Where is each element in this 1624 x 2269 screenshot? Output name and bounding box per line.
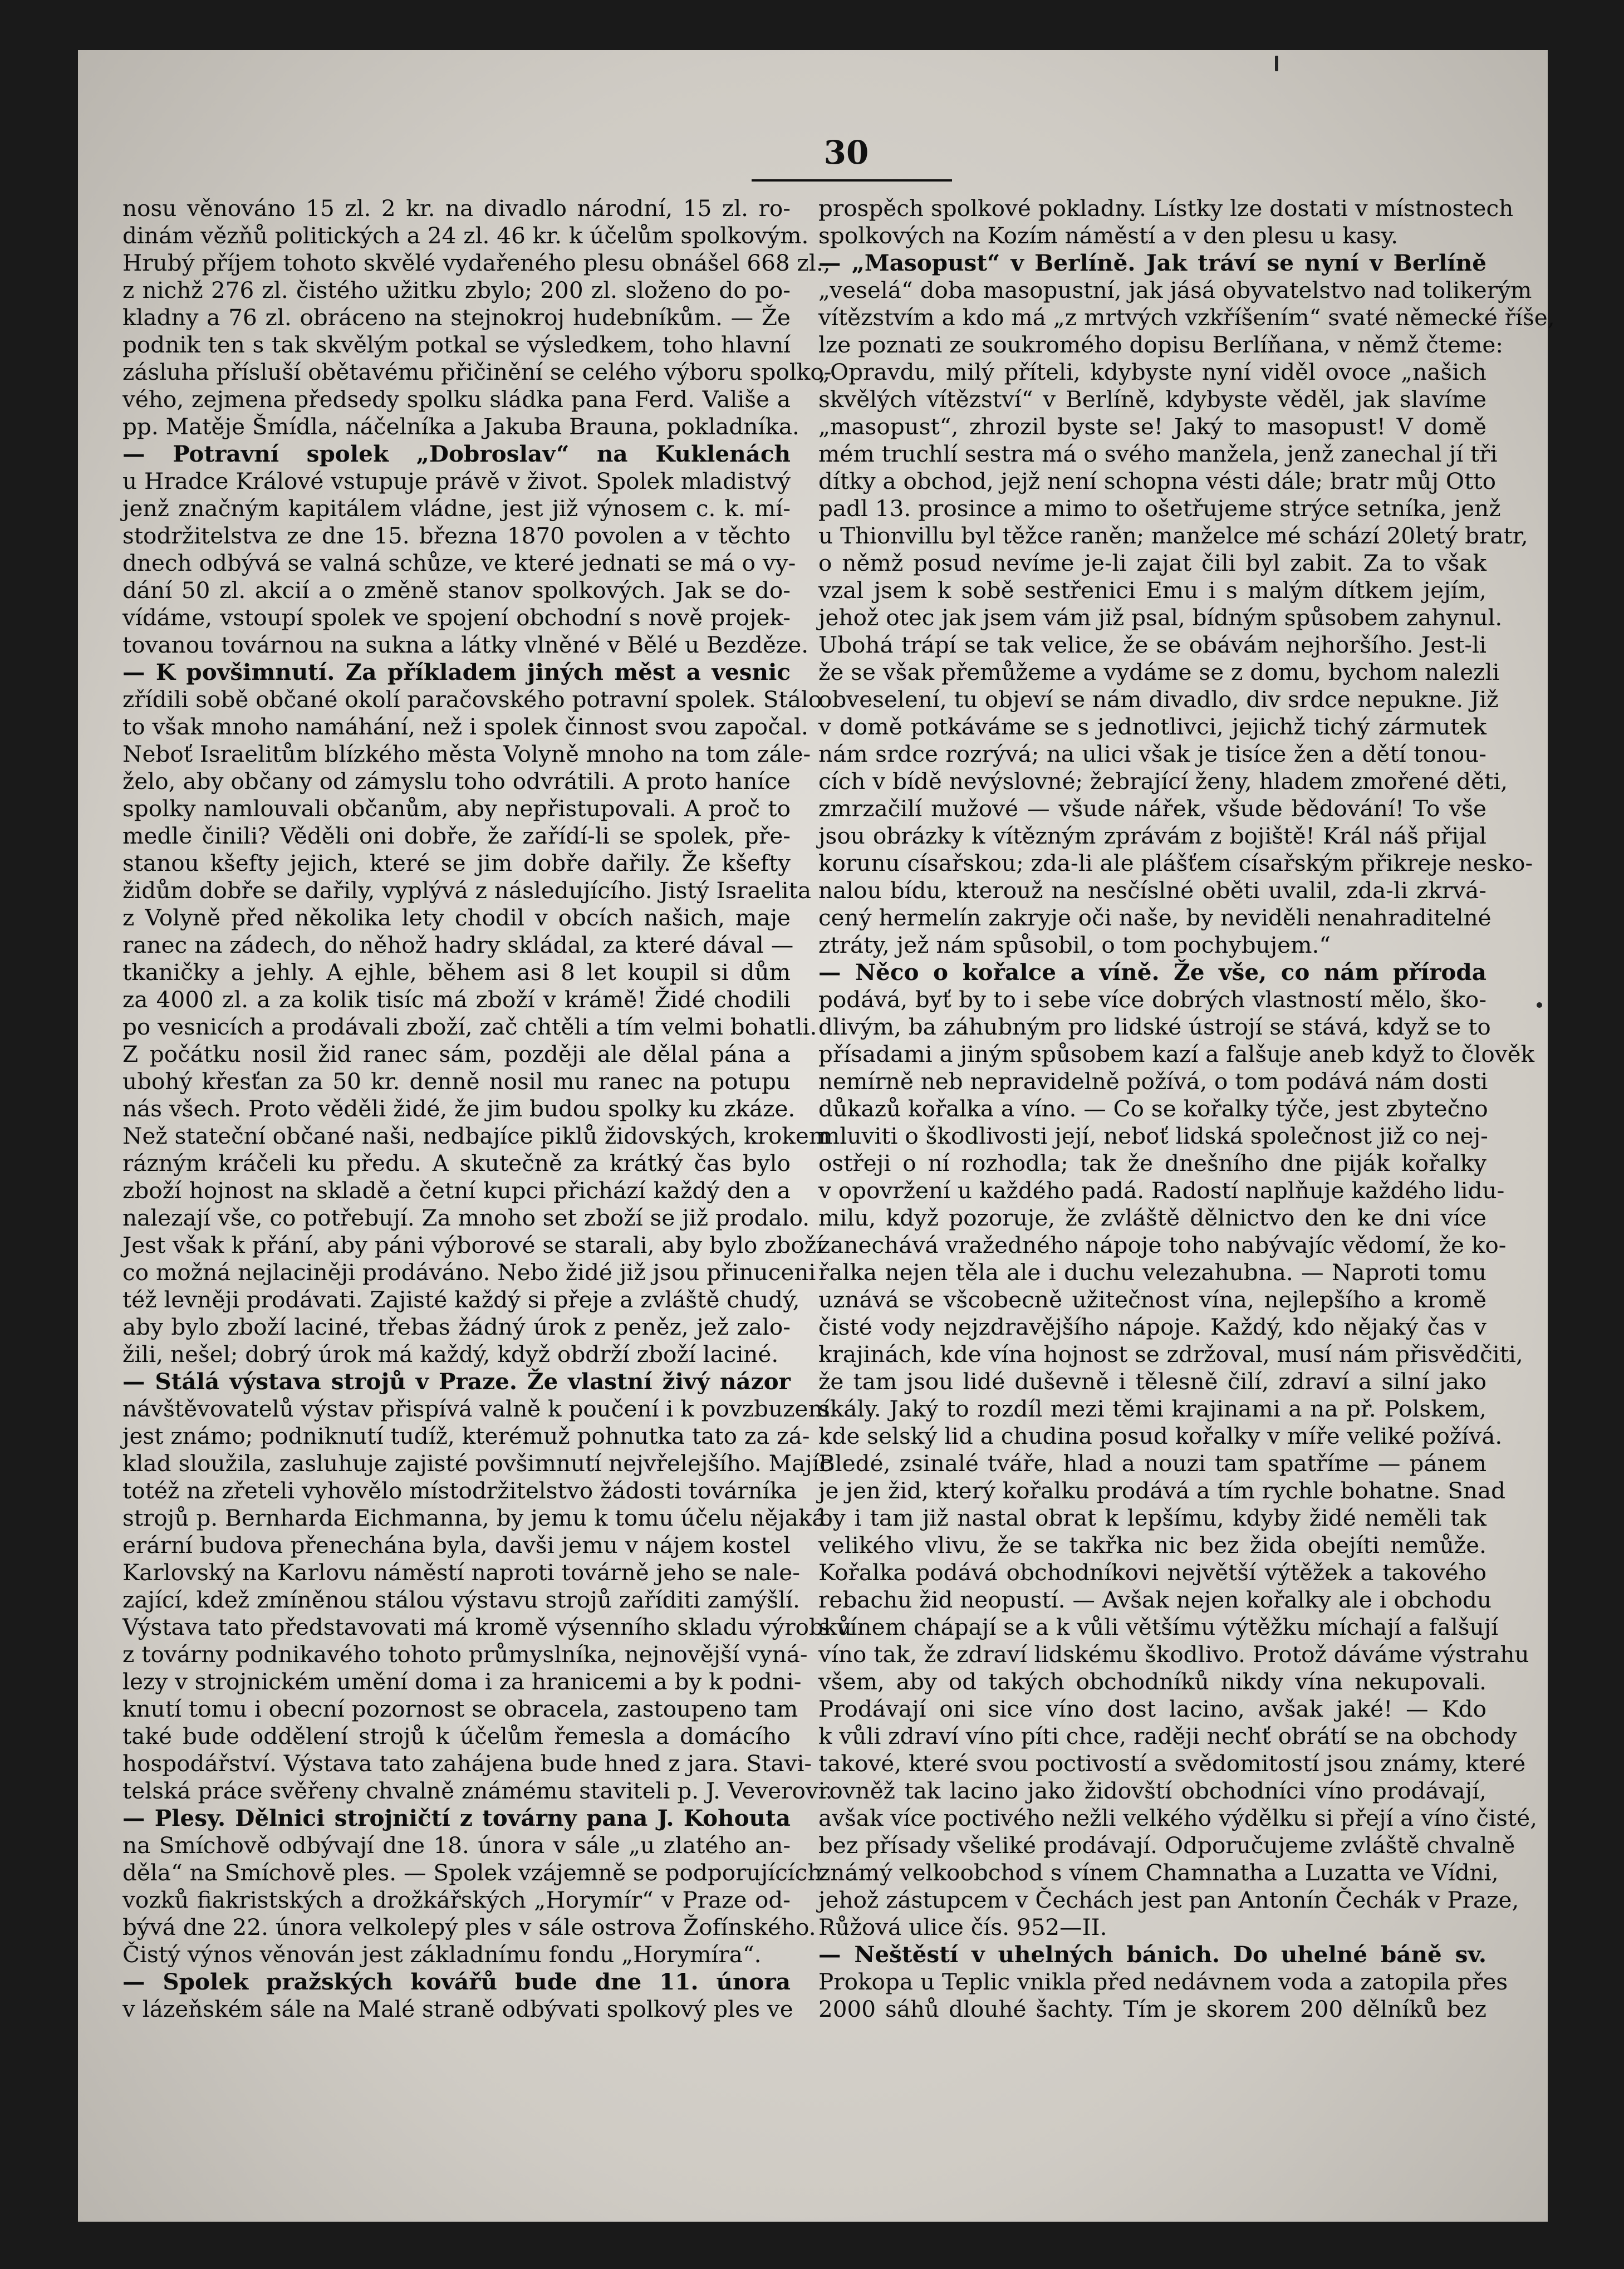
text-line: po vesnicích a prodávali zboží, zač chtěli a tím velmi bohatli. [122, 1013, 817, 1040]
text-line: lezy v strojnickém umění doma i za hranicemi a by k podni- [122, 1668, 802, 1695]
text-line: nalou bídu, kterouž na nesčíslné oběti uvalil, zda-li zkrvá- [818, 877, 1486, 904]
text-line: jenž značným kapitálem vládne, jest již výnosem c. k. mí- [122, 495, 791, 522]
text-line: spolky namlouvali občanům, aby nepřistupovali. A proč to [122, 795, 791, 822]
text-line: Růžová ulice čís. 952—II. [818, 1914, 1107, 1940]
ink-speck [1537, 1002, 1542, 1008]
text-line: takové, které svou poctivostí a svědomitostí jsou známy, které [818, 1750, 1526, 1777]
text-line: v opovržení u každého padá. Radostí naplňuje každého lidu- [818, 1177, 1505, 1204]
text-line: knutí tomu i obecní pozornost se obracela, zastoupeno tam [122, 1695, 798, 1722]
text-line: lze poznati ze soukromého dopisu Berlíňana, v němž čteme: [818, 331, 1504, 358]
text-line: skály. Jaký to rozdíl mezi těmi krajinami a na př. Polskem, [818, 1395, 1486, 1422]
text-line: by i tam již nastal obrat k lepšímu, kdyby židé neměli tak [818, 1505, 1486, 1531]
text-line: je jen žid, který kořalku prodává a tím rychle bohatne. Snad [818, 1477, 1506, 1504]
text-line: pp. Matěje Šmídla, náčelníka a Jakuba Brauna, pokladníka. [122, 413, 799, 440]
text-line: čisté vody nejzdravějšího nápoje. Každý, kdo nějaký čas v [818, 1314, 1486, 1340]
text-line: — Plesy. Dělnici strojničtí z továrny pana J. Kohouta [122, 1805, 791, 1831]
text-line: hospodářství. Výstava tato zahájena bude hned z jara. Stavi- [122, 1750, 812, 1777]
text-line: Čistý výnos věnován jest základnímu fondu „Horymíra“. [122, 1941, 762, 1968]
text-line: želo, aby občany od zámyslu toho odvrátili. A proto haníce [122, 768, 791, 795]
text-line: ranec na zádech, do něhož hadry skládal, za které dával — [122, 932, 794, 958]
text-line: erární budova přenechána byla, davši jemu v nájem kostel [122, 1532, 791, 1559]
text-line: rázným kráčeli ku předu. A skutečně za krátký čas bylo [122, 1150, 791, 1177]
text-line: také bude oddělení strojů k účelům řemesla a domácího [122, 1723, 791, 1749]
text-line: víno tak, že zdraví lidskému škodlivo. Protož dáváme výstrahu [818, 1641, 1529, 1668]
text-line: Jest však k přání, aby páni výborové se starali, aby bylo zboží [122, 1232, 824, 1258]
text-line: — Stálá výstava strojů v Praze. Že vlastní živý názor [122, 1368, 791, 1395]
text-line: nosu věnováno 15 zl. 2 kr. na divadlo národní, 15 zl. ro- [122, 195, 791, 222]
text-line: aby bylo zboží laciné, třebas žádný úrok z peněz, jež zalo- [122, 1314, 791, 1340]
text-line: nalezají vše, co potřebují. Za mnoho set zboží se již prodalo. [122, 1204, 810, 1231]
text-line: rebachu žid neopustí. — Avšak nejen kořalky ale i obchodu [818, 1586, 1492, 1613]
text-line: návštěvovatelů výstav přispívá valně k poučení i k povzbuzení [122, 1395, 830, 1422]
text-line: vítězstvím a kdo má „z mrtvých vzkříšením“ svaté německé říše, [818, 304, 1555, 331]
text-line: nám srdce rozrývá; na ulici však je tisíce žen a dětí tonou- [818, 741, 1486, 767]
text-line: — Potravní spolek „Dobroslav“ na Kuklenách [122, 440, 791, 467]
text-line: že se však přemůžeme a vydáme se z domu, bychom nalezli [818, 659, 1500, 685]
text-line: medle činili? Věděli oni dobře, že zařídí-li se spolek, pře- [122, 822, 791, 849]
text-line: Ubohá trápí se tak velice, že se obávám nejhoršího. Jest-li [818, 631, 1486, 658]
text-line: tkaničky a jehly. A ejhle, během asi 8 let koupil si dům [122, 959, 791, 986]
text-line: klad sloužila, zasluhuje zajisté povšimnutí nejvřelejšího. Majíc [122, 1450, 832, 1477]
text-line: milu, když pozoruje, že zvláště dělnictvo den ke dni více [818, 1204, 1486, 1231]
text-line: dání 50 zl. akcií a o změně stanov spolkových. Jak se do- [122, 577, 791, 604]
text-line: přísadami a jiným spůsobem kazí a falšuje aneb když to člověk [818, 1041, 1535, 1067]
text-line: — Spolek pražských kovářů bude dne 11. února [122, 1968, 791, 1995]
text-line: stodržitelstva ze dne 15. března 1870 povolen a v těchto [122, 522, 791, 549]
text-line: nemírně neb nepravidelně požívá, o tom podává nám dosti [818, 1068, 1488, 1095]
text-line: podává, byť by to i sebe více dobrých vlastností mělo, ško- [818, 986, 1486, 1013]
text-line: — Něco o kořalce a víně. Že vše, co nám příroda [818, 959, 1486, 986]
text-line: strojů p. Bernharda Eichmanna, by jemu k tomu účelu nějaká [122, 1505, 826, 1531]
text-line: „veselá“ doba masopustní, jak jásá obyvatelstvo nad tolikerým [818, 277, 1532, 303]
text-line: z továrny podnikavého tohoto průmyslníka, nejnovější vyná- [122, 1641, 808, 1668]
text-line: důkazů kořalka a víno. — Co se kořalky týče, jest zbytečno [818, 1095, 1488, 1122]
text-line: telská práce svěřeny chvalně známému staviteli p. J. Veverovi. [122, 1777, 833, 1804]
text-line: cích v bídě nevýslovné; žebrající ženy, hladem zmořené děti, [818, 768, 1508, 795]
text-line: vého, zejmena předsedy spolku sládka pana Ferd. Vališe a [122, 386, 791, 413]
text-line: žili, nešel; dobrý úrok má každý, když obdrží zboží laciné. [122, 1341, 779, 1368]
text-line: zásluha přísluší obětavému přičinění se celého výboru spolko- [122, 359, 832, 385]
text-line: — Neštěstí v uhelných bánich. Do uhelné báně sv. [818, 1941, 1486, 1968]
text-line: jehož otec jak jsem vám již psal, bídným spůsobem zahynul. [818, 604, 1503, 631]
text-line: Prokopa u Teplic vnikla před nedávnem voda a zatopila přes [818, 1968, 1508, 1995]
text-line: Kořalka podává obchodníkovi největší výtěžek a takového [818, 1559, 1486, 1586]
text-line: prospěch spolkové pokladny. Lístky lze dostati v místnostech [818, 195, 1514, 222]
text-line: krajinách, kde vína hojnost se zdržoval, musí nám přisvědčiti, [818, 1341, 1523, 1368]
text-line: zmrzačilí mužové — všude nářek, všude bědování! To vše [818, 795, 1486, 822]
text-line: zřídili sobě občané okolí paračovského potravní spolek. Stálo [122, 686, 822, 713]
text-line: uznává se všcobecně užitečnost vína, nejlepšího a kromě [818, 1286, 1486, 1313]
text-line: dnech odbývá se valná schůze, ve které jednati se má o vy- [122, 550, 796, 576]
text-line: o němž posud nevíme je-li zajat čili byl zabit. Za to však [818, 550, 1486, 576]
newspaper-page [78, 50, 1555, 2222]
text-line: vídáme, vstoupí spolek ve spojení obchodní s nově projek- [122, 604, 791, 631]
text-line: cený hermelín zakryje oči naše, by neviděli nenahraditelné [818, 904, 1491, 931]
text-line: spolkových na Kozím náměstí a v den plesu u kasy. [818, 222, 1399, 249]
text-line: Výstava tato představovati má kromě výsenního skladu výrobků [122, 1614, 852, 1640]
text-line: ubohý křesťan za 50 kr. denně nosil mu ranec na potupu [122, 1068, 791, 1095]
right-column [818, 195, 1555, 2023]
text-line: nás všech. Proto věděli židé, že jim budou spolky ku zkáze. [122, 1095, 796, 1122]
text-line: mluviti o škodlivosti její, neboť lidská společnost již co nej- [818, 1123, 1488, 1149]
text-line: „masopust“, zhrozil byste se! Jaký to masopust! V domě [818, 413, 1486, 440]
text-line: stanou kšefty jejich, které se jim dobře dařily. Že kšefty [122, 850, 791, 876]
text-line: totéž na zřeteli vyhovělo místodržitelstvo žádosti továrníka [122, 1477, 797, 1504]
text-line: Bledé, zsinalé tváře, hlad a nouzi tam spatříme — pánem [818, 1450, 1486, 1477]
ink-speck [1275, 56, 1278, 71]
left-column [122, 195, 852, 2023]
text-line: zající, kdež zmíněnou stálou výstavu strojů zaříditi zamýšlí. [122, 1586, 800, 1613]
text-line: mém truchlí sestra má o svého manžela, jenž zanechal jí tři [818, 440, 1498, 467]
text-line: vozků fiakristských a drožkářských „Horymír“ v Praze od- [122, 1886, 791, 1913]
text-line: obveselení, tu objeví se nám divadlo, div srdce nepukne. Již [818, 686, 1499, 713]
text-line: ostřeji o ní rozhodla; tak že dnešního dne piják kořalky [818, 1150, 1486, 1177]
text-line: — „Masopust“ v Berlíně. Jak tráví se nyní v Berlíně [818, 249, 1486, 276]
text-line: Neboť Israelitům blízkého města Volyně mnoho na tom zále- [122, 741, 811, 767]
text-line: — K povšimnutí. Za příkladem jiných měst a vesnic [122, 659, 791, 685]
text-line: bez přísady všeliké prodávají. Odporučujeme zvláště chvalně [818, 1832, 1515, 1859]
text-line: ztráty, jež nám spůsobil, o tom pochybujem.“ [818, 932, 1331, 958]
text-line: z Volyně před několika lety chodil v obcích našich, maje [122, 904, 791, 931]
text-line: židům dobře se dařily, vyplývá z následujícího. Jistý Israelita [122, 877, 812, 904]
text-line: velikého vlivu, že se takřka nic bez žida obejíti nemůže. [818, 1532, 1486, 1559]
text-line: s vínem chápají se a k vůli většímu výtěžku míchají a falšují [818, 1614, 1499, 1640]
text-line: kde selský lid a chudina posud kořalky v míře veliké požívá. [818, 1423, 1503, 1449]
text-line: řalka nejen těla ale i duchu velezahubna. — Naproti tomu [818, 1259, 1486, 1286]
text-line: zanechává vražedného nápoje toho nabývajíc vědomí, že ko- [818, 1232, 1507, 1258]
text-line: Než stateční občané naši, nedbajíce piklů židovských, krokem [122, 1123, 831, 1149]
text-line: Hrubý příjem tohoto skvělé vydařeného plesu obnášel 668 zl., [122, 249, 831, 276]
text-line: jehož zástupcem v Čechách jest pan Antonín Čechák v Praze, [818, 1886, 1519, 1913]
text-line: dítky a obchod, jejž není schopna vésti dále; bratr můj Otto [818, 468, 1497, 494]
text-line: „Opravdu, milý příteli, kdybyste nyní viděl ovoce „našich [818, 359, 1486, 385]
text-line: podnik ten s tak skvělým potkal se výsledkem, toho hlavní [122, 331, 791, 358]
text-line: Z počátku nosil žid ranec sám, později ale dělal pána a [122, 1041, 791, 1067]
text-line: rovněž tak lacino jako židovští obchodníci víno prodávají, [818, 1777, 1486, 1804]
text-line: dinám vězňů politických a 24 zl. 46 kr. k účelům spolkovým. [122, 222, 809, 249]
text-line: všem, aby od takých obchodníků nikdy vína nekupovali. [818, 1668, 1486, 1695]
text-line: za 4000 zl. a za kolik tisíc má zboží v krámě! Židé chodili [122, 986, 791, 1013]
text-line: u Thionvillu byl těžce raněn; manželce mé schází 20letý bratr, [818, 522, 1528, 549]
text-line: dlivým, ba záhubným pro lidské ústrojí se stává, když se to [818, 1013, 1491, 1040]
text-line: tovanou továrnou na sukna a látky vlněné v Bělé u Bezděze. [122, 631, 809, 658]
text-line: korunu císařskou; zda-li ale plášťem císařským přikreje nesko- [818, 850, 1533, 876]
text-line: k vůli zdraví víno píti chce, raději nechť obrátí se na obchody [818, 1723, 1517, 1749]
text-line: v lázeňském sále na Malé straně odbývati spolkový ples ve [122, 1996, 793, 2022]
text-line: bývá dne 22. února velkolepý ples v sále ostrova Žofínského. [122, 1914, 816, 1940]
text-line: z nichž 276 zl. čistého užitku zbylo; 200 zl. složeno do po- [122, 277, 791, 303]
text-line: 2000 sáhů dlouhé šachty. Tím je skorem 200 dělníků bez [818, 1996, 1486, 2022]
text-line: vzal jsem k sobě sestřenici Emu i s malým dítkem jejím, [818, 577, 1486, 604]
text-line: Prodávají oni sice víno dost lacino, avšak jaké! — Kdo [818, 1695, 1486, 1722]
text-line: co možná nejlaciněji prodáváno. Nebo židé již jsou přinuceni [122, 1259, 816, 1286]
text-line: děla“ na Smíchově ples. — Spolek vzájemně se podporujících [122, 1859, 822, 1886]
page-number-rule [752, 179, 952, 182]
text-line: jsou obrázky k vítězným zprávám z bojiště! Král náš přijal [818, 822, 1486, 849]
page-number: 30 [823, 134, 869, 171]
text-line: na Smíchově odbývají dne 18. února v sále „u zlatého an- [122, 1832, 791, 1859]
text-line: jest známo; podniknutí tudíž, kterémuž pohnutka tato za zá- [122, 1423, 810, 1449]
text-line: padl 13. prosince a mimo to ošetřujeme strýce setníka, jenž [818, 495, 1501, 522]
text-line: avšak více poctivého nežli velkého výdělku si přejí a víno čisté, [818, 1805, 1538, 1831]
text-line: u Hradce Králové vstupuje právě v život. Spolek mladistvý [122, 468, 791, 494]
text-line: Karlovský na Karlovu náměstí naproti továrně jeho se nale- [122, 1559, 800, 1586]
text-line: zboží hojnost na skladě a četní kupci přichází každý den a [122, 1177, 791, 1204]
text-line: známý velkoobchod s vínem Chamnatha a Luzatta ve Vídni, [818, 1859, 1499, 1886]
text-line: skvělých vítězství“ v Berlíně, kdybyste věděl, jak slavíme [818, 386, 1486, 413]
text-line: v domě potkáváme se s jednotlivci, jejichž tichý zármutek [818, 713, 1486, 740]
text-line: též levněji prodávati. Zajisté každý si přeje a zvláště chudý, [122, 1286, 800, 1313]
text-line: kladny a 76 zl. obráceno na stejnokroj hudebníkům. — Že [122, 304, 791, 331]
text-line: že tam jsou lidé duševně i tělesně čilí, zdraví a silní jako [818, 1368, 1486, 1395]
text-line: to však mnoho namáhání, než i spolek činnost svou započal. [122, 713, 808, 740]
